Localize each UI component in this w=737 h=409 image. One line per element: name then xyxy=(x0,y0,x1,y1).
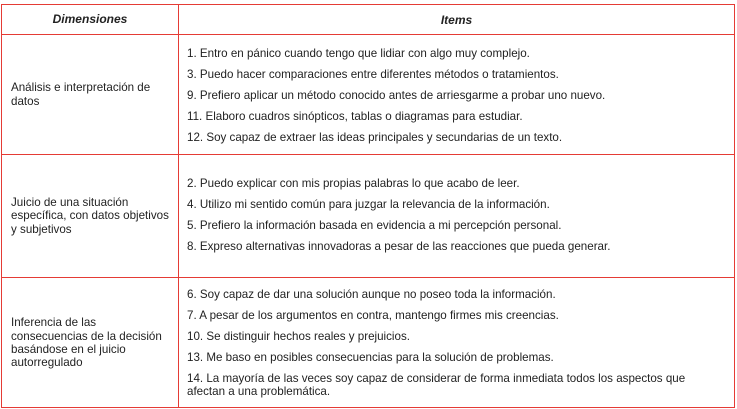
table-header-row xyxy=(2,5,734,34)
table-row xyxy=(2,154,734,277)
list-item: 13. Me baso en posibles consecuencias para la solución de problemas. xyxy=(187,351,554,364)
list-item: 1. Entro en pánico cuando tengo que lidiar con algo muy complejo. xyxy=(187,47,530,60)
header-items: Items xyxy=(440,12,473,27)
dimension-cell: Análisis e interpretación de datos xyxy=(2,35,179,154)
list-item: 12. Soy capaz de extraer las ideas principales y secundarias de un texto. xyxy=(187,131,563,144)
dimension-cell: Inferencia de las consecuencias de la decisión basándose en el juicio autorregulado xyxy=(2,278,179,408)
list-item: 2. Puedo explicar con mis propias palabras lo que acabo de leer. xyxy=(187,177,520,190)
items-cell xyxy=(179,278,734,408)
list-item: 3. Puedo hacer comparaciones entre diferentes métodos o tratamientos. xyxy=(187,68,559,81)
list-item: 6. Soy capaz de dar una solución aunque no poseo toda la información. xyxy=(187,288,556,301)
list-item: 9. Prefiero aplicar un método conocido antes de arriesgarme a probar uno nuevo. xyxy=(187,89,606,102)
table-row xyxy=(2,34,734,154)
list-item: 8. Expreso alternativas innovadoras a pesar de las reacciones que pueda generar. xyxy=(187,240,611,253)
table-row xyxy=(2,277,734,408)
list-item: 10. Se distinguir hechos reales y prejuicios. xyxy=(187,330,410,343)
list-item: 11. Elaboro cuadros sinópticos, tablas o diagramas para estudiar. xyxy=(187,110,523,123)
list-item: 14. La mayoría de las veces soy capaz de considerar de forma inmediata todos los aspectos que afectan a una problemática. xyxy=(187,372,686,398)
dimensions-items-table xyxy=(1,4,735,408)
list-item: 7. A pesar de los argumentos en contra, mantengo firmes mis creencias. xyxy=(187,309,559,322)
list-item: 5. Prefiero la información basada en evidencia a mi percepción personal. xyxy=(187,219,562,232)
items-cell xyxy=(179,35,734,154)
list-item: 4. Utilizo mi sentido común para juzgar la relevancia de la información. xyxy=(187,198,550,211)
items-cell xyxy=(179,155,734,277)
header-dimensiones: Dimensiones xyxy=(2,5,179,34)
dimension-cell: Juicio de una situación específica, con datos objetivos y subjetivos xyxy=(2,155,179,277)
